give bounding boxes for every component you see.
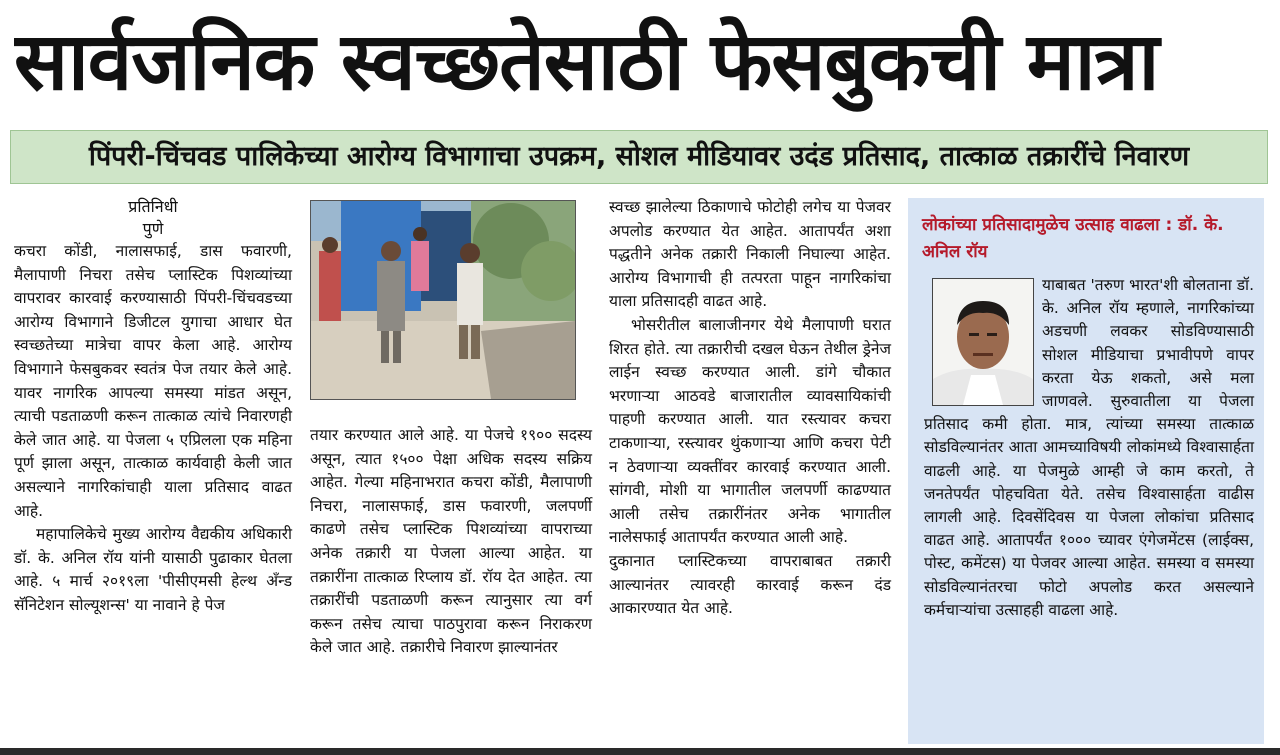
subheadline: पिंपरी-चिंचवड पालिकेच्या आरोग्य विभागाचा उपक्रम, सोशल मीडियावर उदंड प्रतिसाद, तात्काळ तक्रारींचे निवारण (10, 130, 1268, 184)
paragraph: दुकानात प्लास्टिकच्या वापराबाबत तक्रारी आल्यानंतर त्यावरही कारवाई करून दंड आकारण्यात येत आहे. (609, 551, 891, 618)
paragraph: भोसरीतील बालाजीनगर येथे मैलापाणी घरात शिरत होते. त्या तक्रारीची दखल घेऊन तेथील ड्रेनेज लाईन स्वच्छ करण्यात आली. डांगे चौकात भरणाऱ्या आठवडे बाजारातील व्यावसायिकांची पाहणी करण्यात आली. यात रस्त्यावर कचरा टाकणाऱ्या, रस्त्यावर थुंकणाऱ्या आणि कचरा पेटी न ठेवणाऱ्या व्यक्तींवर कारवाई करण्यात आली. सांगवी, मोशी या भागातील जलपर्णी काढण्यात आली तसेच तक्रारींनंतर अनेक भागातील नालेसफाई आतापर्यंत करण्यात आली आहे. (609, 315, 891, 547)
news-photo (310, 200, 576, 400)
article-column-1 (14, 196, 292, 618)
paragraph: कचरा कोंडी, नालासफाई, डास फवारणी, मैलापाणी निचरा तसेच प्लास्टिक पिशव्यांच्या वापरावर कारवाई करण्यासाठी पिंपरी-चिंचवडच्या आरोग्य विभागाने डिजीटल युगाचा आधार घेत स्वच्छतेच्या मात्रेचा वापर केला आहे. आरोग्य विभागाने फेसबुकवर स्वतंत्र पेज तयार केले आहे. यावर नागरिक आपल्या समस्या मांडत असून, त्याची पडताळणी करून तात्काळ त्यांचे निवारणही केले जात आहे. या पेजला ५ एप्रिलला एक महिना पूर्ण झाला असून, तात्काळ कार्यवाही केली जात असल्याने नागरिकांचाही याला प्रतिसाद वाढत आहे. (14, 242, 292, 520)
paragraph: महापालिकेचे मुख्य आरोग्य वैद्यकीय अधिकारी डॉ. के. अनिल रॉय यांनी यासाठी पुढाकार घेतला आहे. ५ मार्च २०१९ला 'पीसीएमसी हेल्थ अँन्ड सॅनिटेशन सोल्यूशन्स' या नावाने हे पेज (14, 525, 292, 614)
sidebar-text: याबाबत 'तरुण भारत'शी बोलताना डॉ. के. अनिल रॉय म्हणाले, नागरिकांच्या अडचणी लवकर सोडविण्यासाठी सोशल मीडियाचा प्रभावीपणे वापर करता येऊ शकतो, असे मला जाणवले. सुरुवातीला या पेजला प्रतिसाद कमी होता. मात्र, त्यांच्या समस्या तात्काळ सोडविल्यानंतर आता आमच्याविषयी लोकांमध्ये विश्वासार्हता वाढली आहे. या पेजमुळे आम्ही जे काम करतो, ते जनतेपर्यंत पोहचविता येते. तसेच विश्वासार्हता वाढीस लागली आहे. दिवसेंदिवस या पेजला लोकांचा प्रतिसाद वाढत आहे. आतापर्यंत १००० च्यावर एंगेजमेंटस (लाईक्स, पोस्ट, कमेंटस) या पेजवर आल्या आहेत. समस्या व समस्या सोडविल्यानंतरचा फोटो अपलोड करत असल्याने कर्मचाऱ्यांचा उत्साहही वाढला आहे. (924, 276, 1254, 619)
sidebar-text-block (924, 274, 1254, 622)
sidebar-box (908, 198, 1264, 744)
bottom-rule (0, 748, 1280, 755)
sidebar-heading: लोकांच्या प्रतिसादामुळेच उत्साह वाढला : डॉ. के. अनिल रॉय (922, 215, 1224, 262)
paragraph: तयार करण्यात आले आहे. या पेजचे १९०० सदस्य असून, त्यात १५०० पेक्षा अधिक सदस्य सक्रिय आहेत. गेल्या महिनाभरात कचरा कोंडी, मैलापाणी निचरा, नालासफाई, डास फवारणी, जलपर्णी काढणे तसेच प्लास्टिक पिशव्यांच्या वापराच्या अनेक तक्रारी या पेजला आल्या आहेत. या तक्रारींना तात्काळ रिप्लाय डॉ. रॉय देत आहेत. त्या तक्रारींची पडताळणी करून त्यानुसार त्या वर्ग करून तसेच त्याचा पाठपुरावा करून निराकरण केले जात आहे. तक्रारीचे निवारण झाल्यानंतर (310, 426, 592, 657)
article-column-2 (310, 424, 592, 660)
paragraph: स्वच्छ झालेल्या ठिकाणाचे फोटोही लगेच या पेजवर अपलोड करण्यात येत आहेत. आतापर्यंत अशा पद्धतीने अनेक तक्रारी निकाली निघाल्या आहेत. आरोग्य विभागाची ही तत्परता पाहून नागरिकांचा याला प्रतिसादही वाढत आहे. (609, 198, 891, 311)
byline-role: प्रतिनिधी (128, 197, 178, 216)
byline-place: पुणे (142, 219, 164, 238)
headline: सार्वजनिक स्वच्छतेसाठी फेसबुकची मात्रा (14, 15, 1159, 108)
article-column-3 (609, 196, 891, 621)
